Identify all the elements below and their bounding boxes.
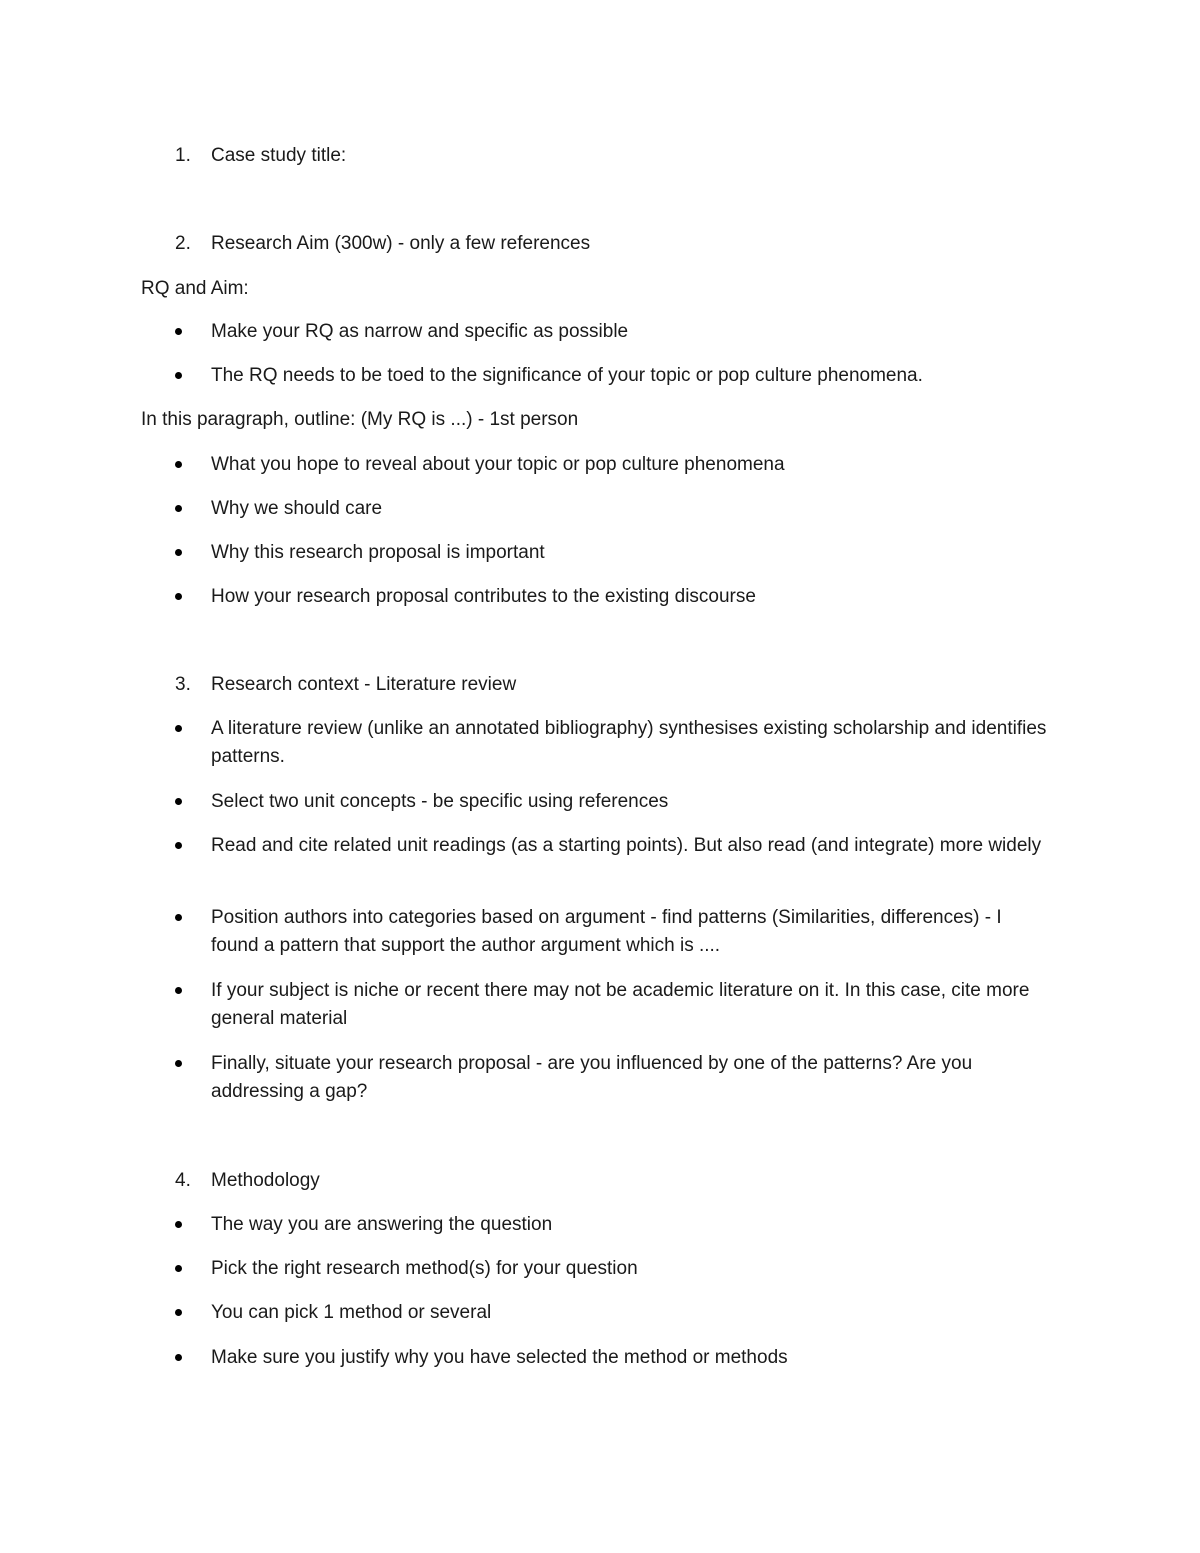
- list-item-text: How your research proposal contributes to the existing discourse: [211, 586, 756, 607]
- list-item-text: You can pick 1 method or several: [211, 1302, 492, 1323]
- list-item-text: Position authors into categories based on argument - find patterns (Similarities, differences) - I found a pattern that support the author argument which is ....: [211, 907, 1002, 956]
- section-heading: Research Aim (300w) - only a few references: [211, 233, 591, 254]
- bullet-icon: [173, 1299, 185, 1311]
- list-item-text: Finally, situate your research proposal - are you influenced by one of the patterns? Are you addressing a gap?: [211, 1053, 973, 1102]
- section-heading: Research context - Literature review: [211, 674, 517, 695]
- list-item-text: The RQ needs to be toed to the significance of your topic or pop culture phenomena.: [211, 365, 923, 386]
- bullet-icon: [173, 318, 185, 330]
- bullet-icon: [173, 904, 185, 916]
- paragraph-label-text: In this paragraph, outline: (My RQ is ...) - 1st person: [141, 409, 579, 430]
- bullet-icon: [173, 362, 185, 374]
- bullet-icon: [173, 451, 185, 463]
- bullet-icon: [173, 715, 185, 727]
- bullet-icon: [173, 583, 185, 595]
- list-item-text: Why we should care: [211, 498, 383, 519]
- bullet-icon: [173, 788, 185, 800]
- section-heading: Case study title:: [211, 145, 347, 166]
- list-item-text: Why this research proposal is important: [211, 542, 545, 563]
- section-number: 1.: [175, 145, 191, 166]
- bullet-icon: [173, 1211, 185, 1223]
- section-number: 2.: [175, 233, 191, 254]
- list-item-text: Read and cite related unit readings (as a starting points). But also read (and integrate) more widely: [211, 835, 1042, 856]
- section-number: 4.: [175, 1170, 191, 1191]
- list-item-text: Pick the right research method(s) for your question: [211, 1258, 638, 1279]
- list-item-text: A literature review (unlike an annotated bibliography) synthesises existing scholarship and identifies patterns.: [211, 718, 1047, 767]
- list-item-text: Select two unit concepts - be specific using references: [211, 791, 669, 812]
- list-item-text: Make sure you justify why you have selected the method or methods: [211, 1347, 788, 1368]
- section-number: 3.: [175, 674, 191, 695]
- list-item-text: The way you are answering the question: [211, 1214, 553, 1235]
- bullet-icon: [173, 1344, 185, 1356]
- bullet-icon: [173, 495, 185, 507]
- section-heading: Methodology: [211, 1170, 320, 1191]
- list-item-text: If your subject is niche or recent there may not be academic literature on it. In this case, cite more general material: [211, 980, 1030, 1029]
- bullet-icon: [173, 977, 185, 989]
- bullet-icon: [173, 539, 185, 551]
- list-item-text: What you hope to reveal about your topic or pop culture phenomena: [211, 454, 785, 475]
- subheading-text: RQ and Aim:: [141, 278, 249, 299]
- bullet-icon: [173, 832, 185, 844]
- bullet-icon: [173, 1255, 185, 1267]
- list-item-text: Make your RQ as narrow and specific as possible: [211, 321, 629, 342]
- bullet-icon: [173, 1050, 185, 1062]
